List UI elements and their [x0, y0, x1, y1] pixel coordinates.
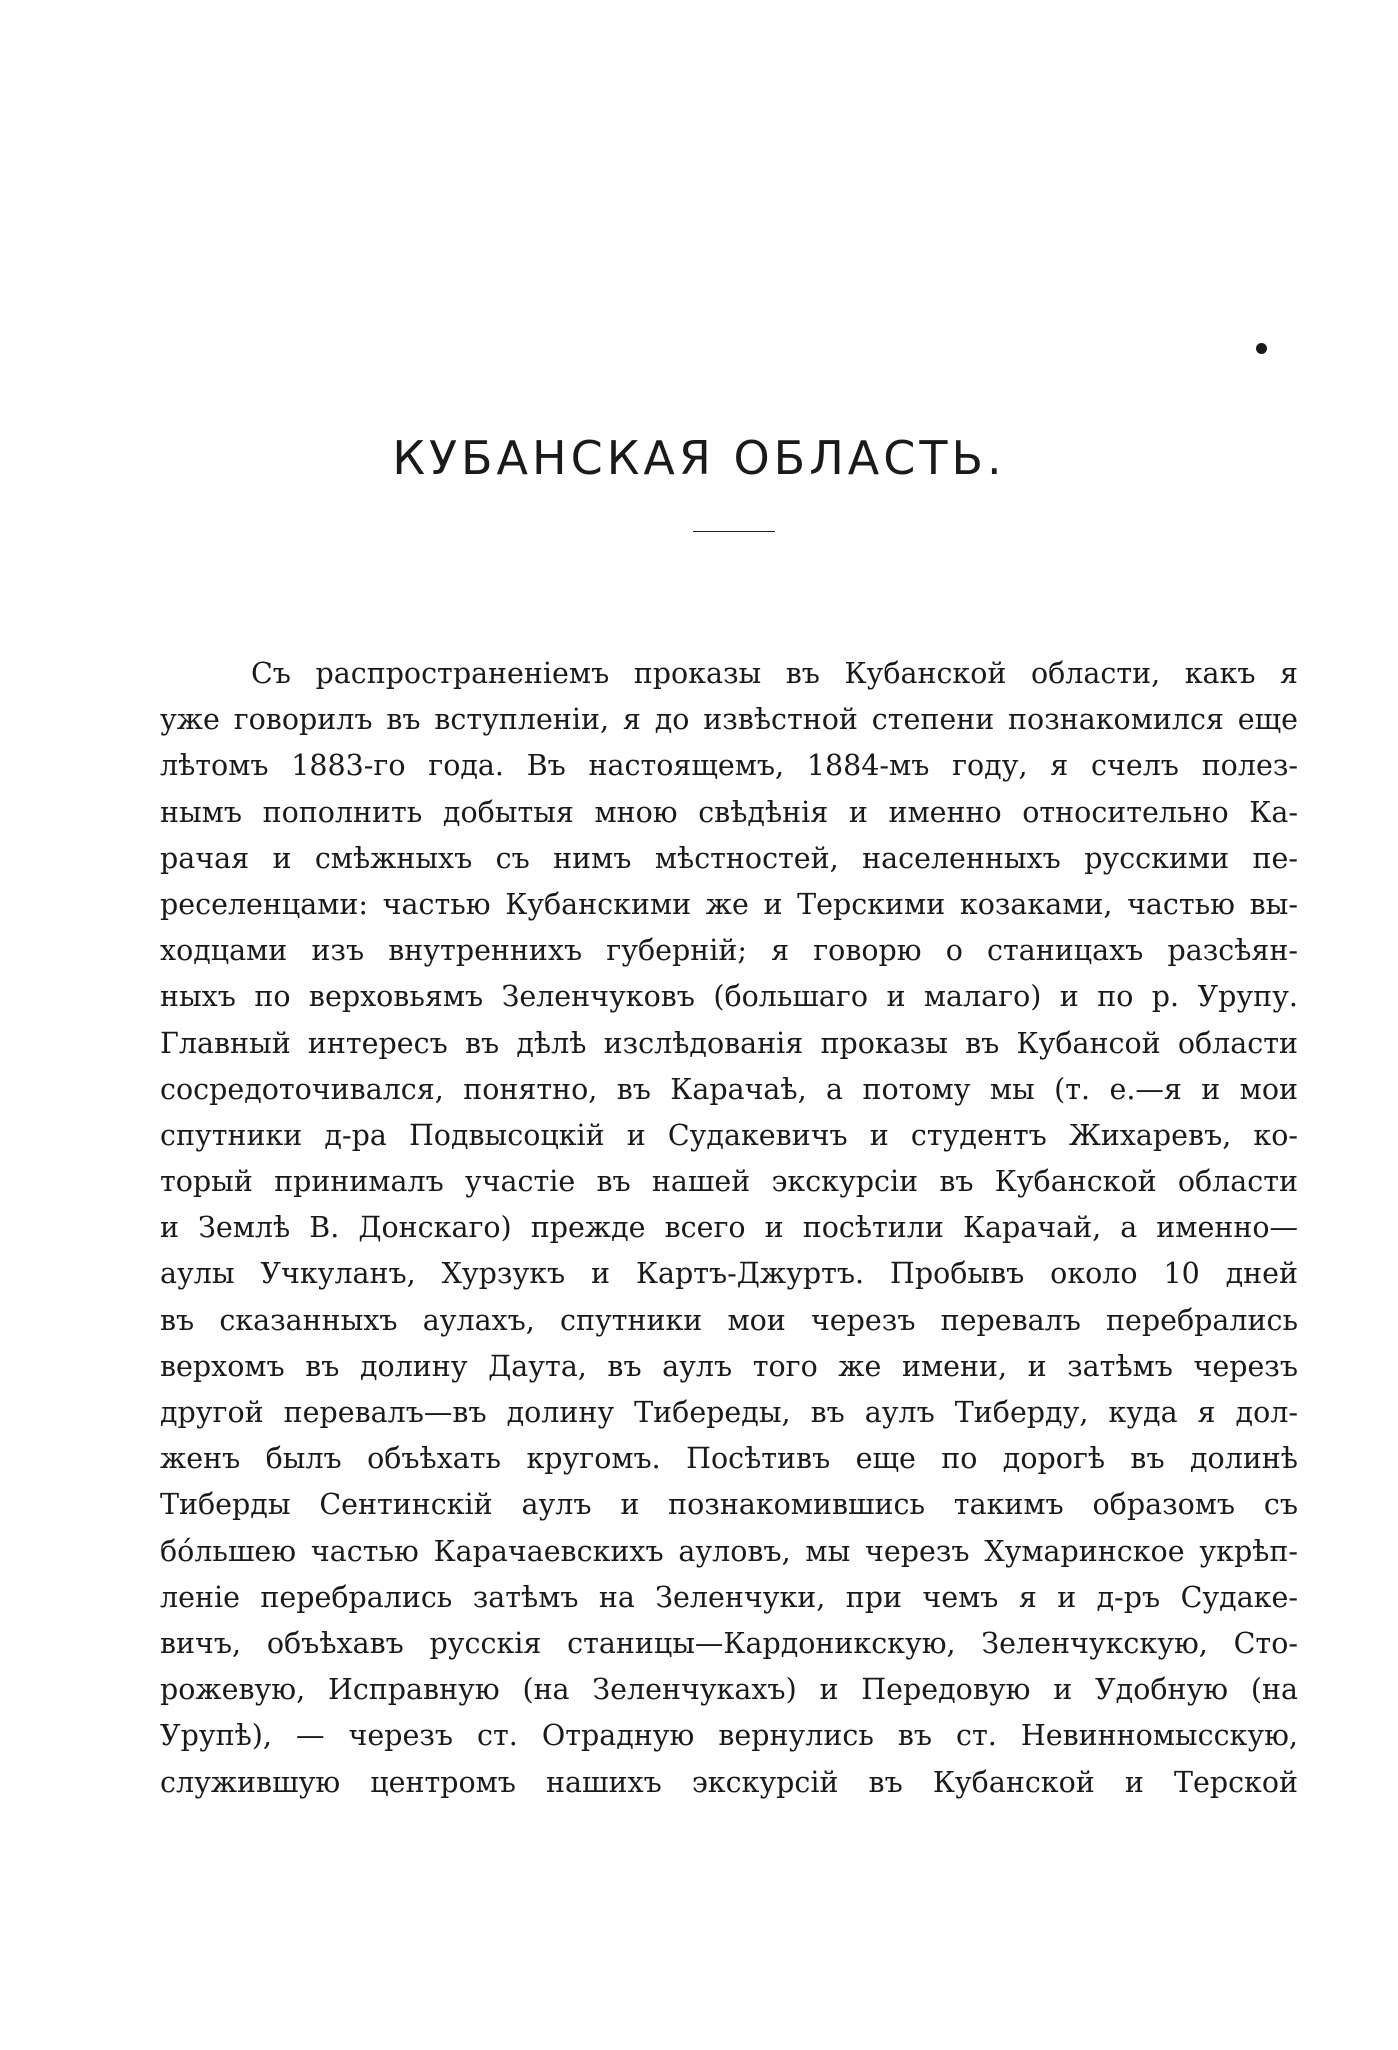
ink-dot-mark: [1256, 343, 1267, 354]
page-title: КУБАНСКАЯ ОБЛАСТЬ.: [392, 431, 1006, 485]
text-line: спутники д-ра Подвысоцкій и Судакевичъ и студентъ Жихаревъ, ко-: [160, 1118, 1298, 1152]
text-line: нымъ пополнить добытыя мною свѣдѣнія и именно относительно Ка-: [160, 795, 1298, 829]
text-line: Урупѣ), — черезъ ст. Отрадную вернулись въ ст. Невинномысскую,: [160, 1719, 1298, 1753]
text-line: служившую центромъ нашихъ экскурсій въ Кубанской и Терской: [160, 1765, 1298, 1799]
text-line: и Землѣ В. Донскаго) прежде всего и посѣтили Карачай, а именно—: [160, 1211, 1298, 1245]
text-line: Тиберды Сентинскій аулъ и познакомившись такимъ образомъ съ: [160, 1488, 1298, 1522]
text-line: Съ распространеніемъ проказы въ Кубанской области, какъ я: [251, 657, 1298, 690]
text-line: вичъ, объѣхавъ русскія станицы—Кардоникскую, Зеленчукскую, Сто-: [160, 1626, 1298, 1660]
text-line: въ сказанныхъ аулахъ, спутники мои черезъ перевалъ перебрались: [160, 1303, 1298, 1337]
text-line: Главный интересъ въ дѣлѣ изслѣдованія проказы въ Кубансой области: [160, 1026, 1298, 1060]
text-line: сосредоточивался, понятно, въ Карачаѣ, а потому мы (т. е.—я и мои: [160, 1072, 1298, 1106]
text-line: рожевую, Исправную (на Зеленчукахъ) и Передовую и Удобную (на: [160, 1673, 1298, 1707]
text-line: аулы Учкуланъ, Хурзукъ и Картъ-Джуртъ. Пробывъ около 10 дней: [160, 1257, 1298, 1291]
text-line: ходцами изъ внутреннихъ губерній; я говорю о станицахъ разсѣян-: [160, 934, 1298, 968]
text-line: женъ былъ объѣхать кругомъ. Посѣтивъ еще по дорогѣ въ долинѣ: [160, 1442, 1298, 1476]
title-divider: [693, 531, 775, 532]
text-line: ныхъ по верховьямъ Зеленчуковъ (большаго и малаго) и по р. Урупу.: [160, 980, 1298, 1014]
text-line: торый принималъ участіе въ нашей экскурсіи въ Кубанской области: [160, 1165, 1298, 1199]
text-line: леніе перебрались затѣмъ на Зеленчуки, при чемъ я и д-ръ Судаке-: [160, 1580, 1298, 1614]
text-line: верхомъ въ долину Даута, въ аулъ того же имени, и затѣмъ черезъ: [160, 1349, 1298, 1383]
text-line: бо́льшею частью Карачаевскихъ ауловъ, мы черезъ Хумаринское укрѣп-: [160, 1534, 1298, 1568]
body-paragraph: [160, 651, 1298, 1806]
text-line: другой перевалъ—въ долину Тибереды, въ аулъ Тиберду, куда я дол-: [160, 1396, 1298, 1429]
text-line: лѣтомъ 1883-го года. Въ настоящемъ, 1884-мъ году, я счелъ полез-: [160, 749, 1298, 783]
text-line: рачая и смѣжныхъ съ нимъ мѣстностей, населенныхъ русскими пе-: [160, 841, 1298, 875]
text-line: уже говорилъ въ вступленіи, я до извѣстной степени познакомился еще: [160, 703, 1298, 737]
text-line: реселенцами: частью Кубанскими же и Терскими козаками, частью вы-: [160, 887, 1298, 921]
